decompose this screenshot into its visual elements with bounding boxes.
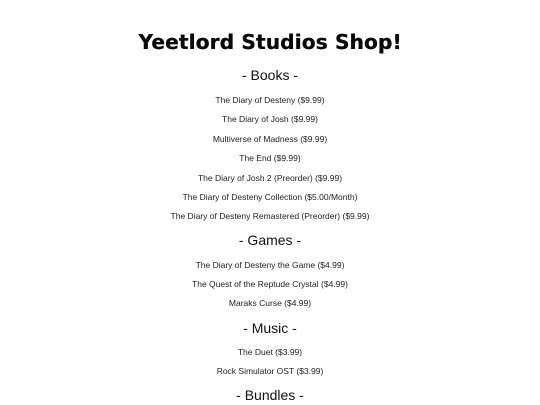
product-label: The Diary of Josh 2 (Preorder) ($9.99)	[197, 173, 343, 183]
product-link-diary-of-josh-2[interactable]	[0, 173, 540, 183]
product-link-rock-simulator-ost[interactable]	[0, 366, 540, 376]
product-label: The Diary of Desteny Collection ($5.00/Month)	[182, 192, 358, 202]
product-label: Maraks Curse ($4.99)	[228, 298, 312, 308]
product-link-the-end[interactable]	[0, 153, 540, 163]
product-link-quest-of-the-reptude-crystal[interactable]	[0, 279, 540, 289]
product-link-diary-of-desteny-collection[interactable]	[0, 192, 540, 202]
product-link-maraks-curse[interactable]	[0, 298, 540, 308]
product-label: The Diary of Desteny ($9.99)	[215, 95, 325, 105]
product-link-diary-of-desteny-the-game[interactable]	[0, 260, 540, 270]
product-label: The Diary of Desteny the Game ($4.99)	[195, 260, 345, 270]
product-link-diary-of-desteny[interactable]	[0, 95, 540, 105]
product-label: The Duet ($3.99)	[237, 347, 303, 357]
product-label: Multiverse of Madness ($9.99)	[212, 134, 328, 144]
section-heading-games: - Games -	[238, 232, 302, 248]
product-link-diary-of-desteny-remastered[interactable]	[0, 211, 540, 221]
section-heading-music: - Music -	[243, 320, 297, 336]
product-label: The Diary of Josh ($9.99)	[222, 114, 318, 124]
section-heading-books: - Books -	[241, 67, 298, 83]
product-link-multiverse-of-madness[interactable]	[0, 134, 540, 144]
product-link-the-duet[interactable]	[0, 347, 540, 357]
product-label: The End ($9.99)	[239, 153, 301, 163]
product-label: Rock Simulator OST ($3.99)	[216, 366, 324, 376]
page-title: Yeetlord Studios Shop!	[138, 30, 402, 54]
product-label: The Diary of Desteny Remastered (Preorder) ($9.99)	[170, 211, 370, 221]
section-heading-bundles: - Bundles -	[236, 387, 304, 403]
product-link-diary-of-josh[interactable]	[0, 114, 540, 124]
product-label: The Quest of the Reptude Crystal ($4.99)	[192, 279, 348, 289]
